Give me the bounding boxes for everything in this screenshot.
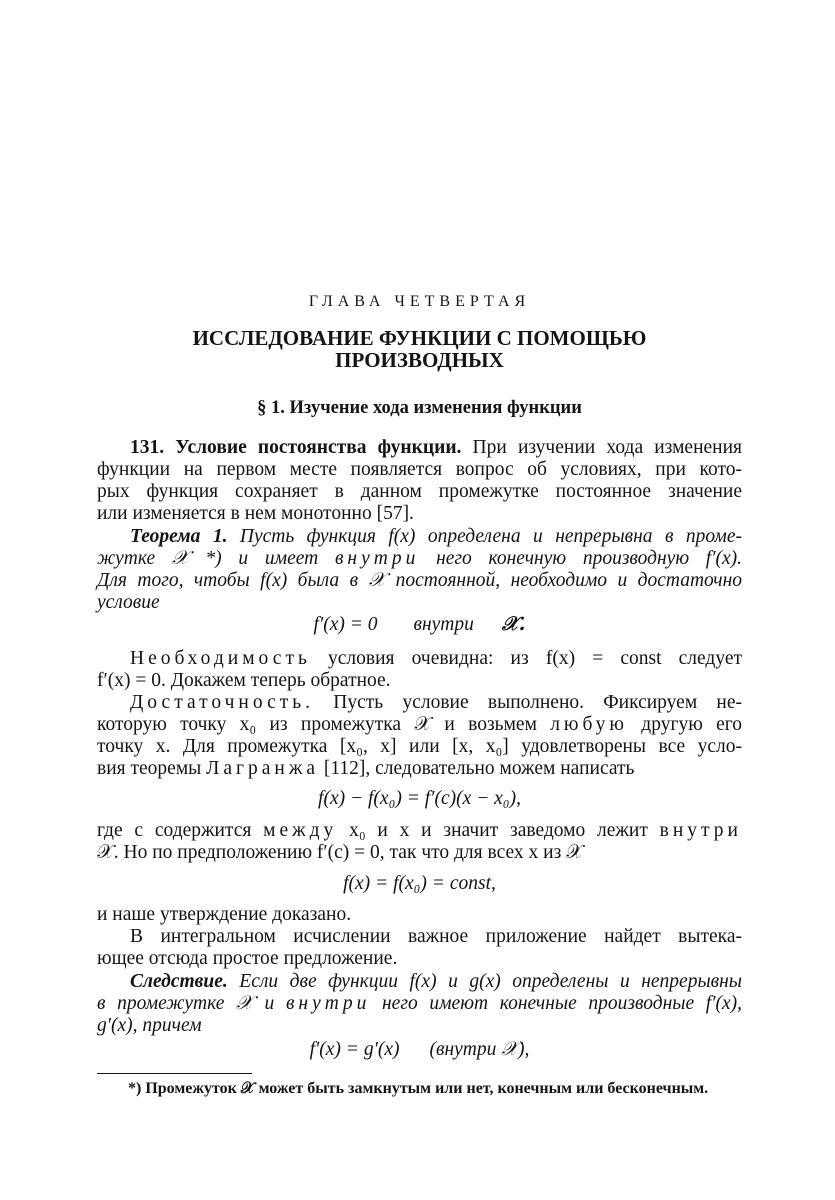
section-heading: § 1. Изучение хода изменения функции	[257, 398, 582, 418]
formula-2: f(x) − f(x₀) = f′(c)(x − x₀),	[318, 788, 521, 809]
chapter-title-line-1: ИССЛЕДОВАНИЕ ФУНКЦИИ С ПОМОЩЬЮ	[192, 326, 647, 350]
footnote: *) Промежуток 𝒳 может быть замкнутым или нет, конечным или бесконечным.	[128, 1080, 709, 1097]
formula-3: f(x) = f(x₀) = const,	[343, 873, 496, 894]
necessity-word: Необходимость	[130, 648, 311, 669]
paragraph-131-heading: 131. Условие постоянства функции.	[130, 437, 462, 458]
sufficiency-line: которую точку x₀ из промежутка 𝒳 и возьмем любую другую его	[97, 714, 742, 735]
formula-4: f′(x) = g′(x) (внутри 𝒳),	[309, 1039, 530, 1060]
where-line: где c содержится между x₀ и x и значит заведомо лежит внутри	[97, 820, 742, 841]
sufficiency-word: Достаточность.	[130, 692, 315, 713]
theorem-line: жутке 𝒳 *) и имеет внутри него конечную производную f′(x).	[97, 548, 743, 569]
sufficiency-line: вия теоремы Лагранжа [112], следовательно можем написать	[97, 758, 635, 779]
theorem-line: Для того, чтобы f(x) была в 𝒳 постоянной, необходимо и достаточно	[97, 570, 742, 591]
theorem-line: Теорема 1. Пусть функция f(x) определена и непрерывна в проме-	[130, 526, 742, 547]
paragraph-131-line: рых функция сохраняет в данном промежутке постоянное значение	[97, 481, 742, 502]
sufficiency-line: точку x. Для промежутка [x₀, x] или [x, x₀] удовлетворены все усло-	[97, 736, 742, 757]
paragraph-131-line: 131. Условие постоянства функции. При изучении хода изменения	[130, 437, 743, 458]
formula-1: f′(x) = 0 внутри 𝒳.	[313, 612, 526, 635]
corollary-line: в промежутке 𝒳 и внутри него имеют конечные производные f′(x),	[97, 993, 742, 1014]
paragraph-131-line: или изменяется в нем монотонно [57].	[97, 503, 414, 524]
corollary-label: Следствие.	[130, 971, 228, 992]
footnote-rule	[97, 1073, 252, 1074]
where-line: 𝒳. Но по предположению f′(c) = 0, так что для всех x из 𝒳	[97, 842, 583, 863]
integral-line: В интегральном исчислении важное приложение найдет вытека-	[130, 926, 742, 947]
necessity-line: Необходимость условия очевидна: из f(x) = const следует	[130, 648, 742, 669]
paragraph-131-line: функции на первом месте появляется вопрос об условиях, при кото-	[97, 459, 742, 480]
corollary-line: Следствие. Если две функции f(x) и g(x) определены и непрерывны	[130, 971, 742, 992]
chapter-title-line-2: ПРОИЗВОДНЫХ	[335, 348, 504, 372]
proved-line: и наше утверждение доказано.	[97, 904, 352, 925]
chapter-heading: ГЛАВА ЧЕТВЕРТАЯ	[308, 293, 531, 310]
sufficiency-line: Достаточность. Пусть условие выполнено. Фиксируем не-	[130, 692, 742, 713]
integral-line: ющее отсюда простое предложение.	[97, 948, 398, 969]
necessity-line: f′(x) = 0. Докажем теперь обратное.	[97, 670, 391, 691]
corollary-line: g′(x), причем	[97, 1015, 202, 1036]
theorem-label: Теорема 1.	[130, 526, 228, 547]
theorem-line: условие	[97, 592, 160, 613]
